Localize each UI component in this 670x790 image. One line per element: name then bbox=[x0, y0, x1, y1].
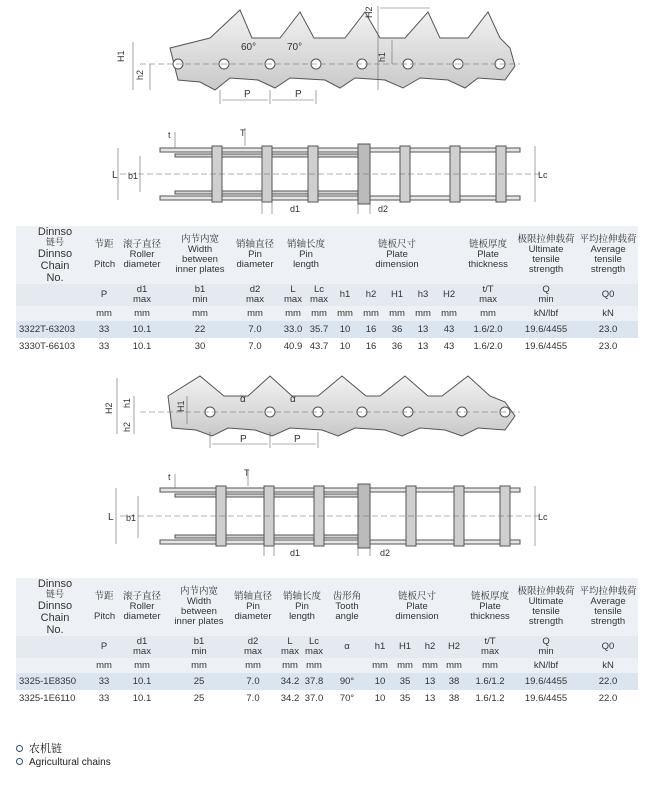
section-title-cn: 农机链 bbox=[16, 740, 62, 756]
label2-d2: d2 bbox=[380, 548, 391, 558]
label2-P-b: P bbox=[294, 434, 301, 445]
header-plate-dimension: 链板尺寸 Plate dimension bbox=[332, 226, 462, 284]
header-average-2: 平均拉伸载荷 Average tensile strength bbox=[578, 578, 638, 636]
label2-L: L bbox=[108, 512, 114, 523]
label2-b1: b1 bbox=[126, 513, 137, 523]
label-H1: H1 bbox=[116, 50, 126, 62]
label-h1: h1 bbox=[377, 51, 387, 62]
label-L: L bbox=[112, 170, 118, 181]
header-roller-2: 滚子直径 Roller diameter bbox=[114, 578, 170, 636]
header-width: 内节内宽 Width between inner plates bbox=[170, 226, 230, 284]
label2-H2: H2 bbox=[104, 402, 114, 414]
section-title-en: Agricultural chains bbox=[16, 757, 111, 768]
table-row: 3325-1E8350 33 10.1 25 7.0 34.2 37.8 90° 10 35 13 38 1.6/1.2 19.6/4455 22.0 bbox=[16, 673, 638, 690]
header-plate-thickness-2: 链板厚度 Plate thickness bbox=[466, 578, 514, 636]
label-P-b: P bbox=[295, 89, 302, 100]
label-d2: d2 bbox=[378, 204, 389, 214]
header-pin-length-2: 销轴长度 Pin length bbox=[278, 578, 326, 636]
header-roller: 滚子直径 Roller diameter bbox=[114, 226, 170, 284]
header-pin-diameter-2: 销轴直径 Pin diameter bbox=[228, 578, 278, 636]
header-width-2: 内节内宽 Width between inner plates bbox=[170, 578, 228, 636]
label2-h1: h1 bbox=[122, 397, 132, 408]
header-plate-thickness: 链板厚度 Plate thickness bbox=[462, 226, 514, 284]
table-row: 3325-1E6110 33 10.1 25 7.0 34.2 37.0 70° 10 35 13 38 1.6/1.2 19.6/4455 22.0 bbox=[16, 690, 638, 707]
label2-d1: d1 bbox=[290, 548, 301, 558]
angle-alpha-b: α bbox=[290, 394, 296, 405]
label-T: T bbox=[240, 128, 246, 138]
unit-row-2: mm mm mm mm mm mm mm mm mm mm mm kN/lbf kN bbox=[16, 658, 638, 673]
header-model-2: Dinnso 链号 Dinnso Chain No. bbox=[16, 578, 94, 636]
table-row: 3330T-66103 33 10.1 30 7.0 40.9 43.7 10 16 36 13 43 1.6/2.0 19.6/4455 23.0 bbox=[16, 338, 638, 355]
chain-top-view-2 bbox=[0, 462, 670, 562]
label-P-a: P bbox=[244, 89, 251, 100]
spec-table-2 bbox=[16, 578, 638, 707]
label2-T: T bbox=[244, 468, 250, 478]
table-row: 3322T-63203 33 10.1 22 7.0 33.0 35.7 10 16 36 13 43 1.6/2.0 19.6/4455 23.0 bbox=[16, 321, 638, 338]
angle-alpha-a: α bbox=[240, 394, 246, 405]
header-pin-length: 销轴长度 Pin length bbox=[280, 226, 332, 284]
spec-table-1 bbox=[16, 226, 638, 355]
label-h2: h2 bbox=[135, 69, 145, 80]
label2-t: t bbox=[168, 472, 171, 482]
chain-top-view-1 bbox=[0, 118, 670, 218]
header-pitch-2: 节距 Pitch bbox=[94, 578, 114, 636]
unit-row: mm mm mm mm mm mm mm mm mm mm mm mm kN/lbf kN bbox=[16, 306, 638, 321]
bullet-icon bbox=[16, 758, 23, 765]
symbol-row-2: P d1 max b1 min d2 max L max Lc max α h1 H1 h2 H2 t/T max Q min Q0 bbox=[16, 636, 638, 658]
label2-Lc: Lc bbox=[538, 512, 548, 522]
header-model: Dinnso 链号 Dinnso Chain No. bbox=[16, 226, 94, 284]
bullet-icon bbox=[16, 745, 23, 752]
header-pitch: 节距 Pitch bbox=[94, 226, 114, 284]
label-H2: H2 bbox=[364, 6, 374, 18]
label-t: t bbox=[168, 130, 171, 140]
chain-side-view-2 bbox=[0, 372, 670, 462]
chain-side-view-1 bbox=[0, 0, 670, 118]
angle-70: 70° bbox=[287, 42, 303, 53]
label-d1: d1 bbox=[290, 204, 301, 214]
angle-60: 60° bbox=[241, 42, 257, 53]
header-average: 平均拉伸载荷 Average tensile strength bbox=[578, 226, 638, 284]
label2-H1: H1 bbox=[176, 400, 186, 412]
header-pin-diameter: 销轴直径 Pin diameter bbox=[230, 226, 280, 284]
label2-P-a: P bbox=[240, 434, 247, 445]
header-ultimate-2: 极限拉伸载荷 Ultimate tensile strength bbox=[514, 578, 578, 636]
header-ultimate: 极限拉伸载荷 Ultimate tensile strength bbox=[514, 226, 578, 284]
label-Lc: Lc bbox=[538, 170, 548, 180]
header-plate-dimension-2: 链板尺寸 Plate dimension bbox=[368, 578, 466, 636]
symbol-row: P d1 max b1 min d2 max L max Lc max h1 h2 H1 h3 H2 t/T max Q min Q0 bbox=[16, 284, 638, 306]
label-b1: b1 bbox=[128, 171, 139, 181]
header-tooth-angle: 齿形角 Tooth angle bbox=[326, 578, 368, 636]
label2-h2: h2 bbox=[122, 421, 132, 432]
